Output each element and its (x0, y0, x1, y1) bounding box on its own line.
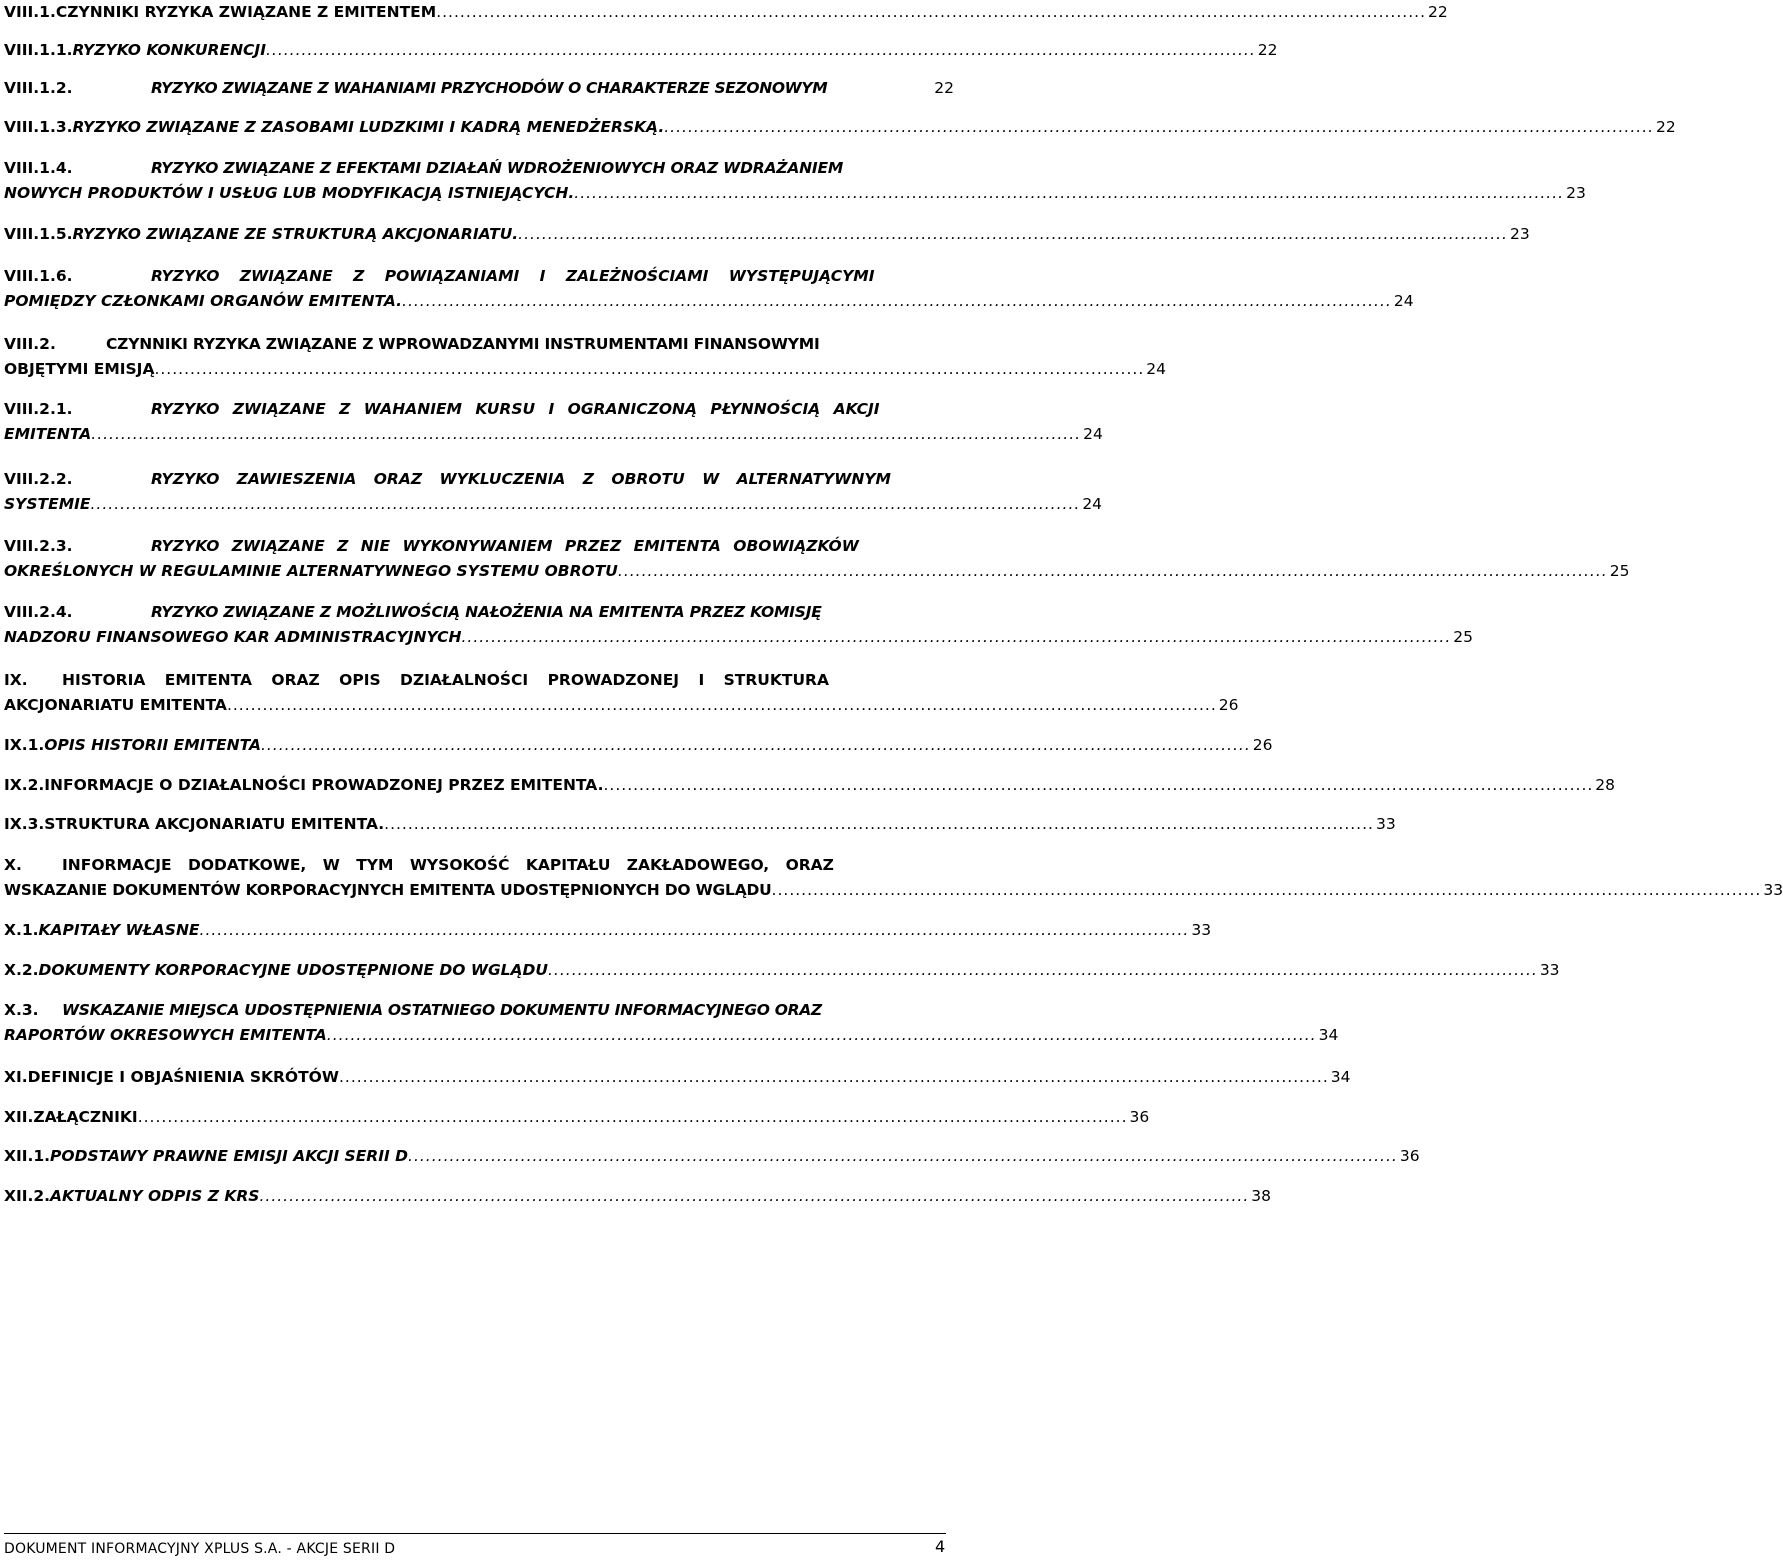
toc-page: 26 (1252, 736, 1273, 754)
toc-number: VIII.2.4. (4, 603, 73, 621)
toc-title: EMITENTA (4, 425, 92, 443)
toc-page: 23 (1509, 225, 1530, 243)
toc-page: 36 (1399, 1147, 1420, 1165)
toc-title: WSKAZANIE DOKUMENTÓW KORPORACYJNYCH EMITENTA UDOSTĘPNIONYCH DO WGLĄDU (4, 881, 772, 899)
toc-entry[interactable] (4, 853, 1783, 903)
toc-title: PODSTAWY PRAWNE EMISJI AKCJI SERII D (50, 1147, 409, 1165)
toc-number: VIII.2. (4, 335, 56, 353)
dot-leader: ....................................................................................................................................................................... (574, 184, 1565, 202)
toc-title: OPIS HISTORII EMITENTA (44, 736, 261, 754)
dot-leader: ....................................................................................................................................................................... (402, 292, 1392, 310)
footer-page-number: 4 (935, 1537, 946, 1556)
toc-title: STRUKTURA AKCJONARIATU EMITENTA. (44, 815, 385, 833)
dot-leader: ....................................................................................................................................................................... (260, 736, 1251, 754)
toc-number: XII.1. (4, 1147, 51, 1165)
toc-title: WSKAZANIE MIEJSCA UDOSTĘPNIENIA OSTATNIEGO DOKUMENTU INFORMACYJNEGO ORAZ (62, 1001, 822, 1019)
dot-leader: ....................................................................................................................................................................... (137, 1108, 1128, 1126)
toc-number: X.1. (4, 921, 39, 939)
toc-entry[interactable] (4, 156, 1586, 206)
toc-page: 33 (1375, 815, 1396, 833)
toc-page: 24 (1393, 292, 1414, 310)
toc-page: 22 (1428, 3, 1448, 21)
toc-entry[interactable] (4, 1065, 1351, 1090)
toc-title: RYZYKO ZWIĄZANE Z EFEKTAMI DZIAŁAŃ WDROŻENIOWYCH ORAZ WDRAŻANIEM (151, 159, 844, 177)
toc-number: XI. (4, 1068, 28, 1086)
toc-page: 24 (1083, 425, 1103, 443)
toc-title: SYSTEMIE (4, 495, 91, 513)
dot-leader: ....................................................................................................................................................................... (90, 495, 1081, 513)
toc-page: 36 (1129, 1108, 1150, 1126)
toc-number: XII.2. (4, 1187, 51, 1205)
toc-number: VIII.1.1. (4, 41, 73, 59)
toc-entry[interactable] (4, 76, 954, 101)
toc-entry[interactable] (4, 773, 1616, 798)
dot-leader: ....................................................................................................................................................................... (259, 1187, 1250, 1205)
toc-title: RYZYKO ZWIĄZANE Z ZASOBAMI LUDZKIMI I KADRĄ MENEDŻERSKĄ. (72, 118, 665, 136)
dot-leader: ....................................................................................................................................................................... (518, 225, 1508, 243)
toc-title: NOWYCH PRODUKTÓW I USŁUG LUB MODYFIKACJĄ ISTNIEJĄCYCH. (4, 184, 575, 202)
toc-page: 33 (1191, 921, 1212, 939)
toc-number: IX. (4, 671, 28, 689)
toc-title: CZYNNIKI RYZYKA ZWIĄZANE Z EMITENTEM (55, 3, 437, 21)
toc-number: X.3. (4, 1001, 39, 1019)
toc-entry[interactable] (4, 264, 1414, 314)
toc-title: OKREŚLONYCH W REGULAMINIE ALTERNATYWNEGO SYSTEMU OBROTU (4, 562, 618, 580)
toc-page: 33 (1539, 961, 1560, 979)
toc-page: 28 (1595, 776, 1616, 794)
toc-number: VIII.1.5. (4, 225, 73, 243)
toc-page: 24 (1082, 495, 1103, 513)
toc-title: RYZYKO ZWIĄZANE Z WAHANIEM KURSU I OGRANICZONĄ PŁYNNOŚCIĄ AKCJI (151, 400, 880, 418)
toc-page: 23 (1566, 184, 1586, 202)
toc-entry[interactable] (4, 812, 1396, 837)
toc-entry[interactable] (4, 1144, 1420, 1169)
footer-divider (4, 1533, 946, 1534)
toc-entry[interactable] (4, 998, 1339, 1048)
toc-entry[interactable] (4, 958, 1560, 983)
toc-title: ZAŁĄCZNIKI (33, 1108, 138, 1126)
toc-page: 38 (1251, 1187, 1272, 1205)
toc-number: VIII.2.2. (4, 470, 73, 488)
toc-title: RYZYKO KONKURENCJI (72, 41, 266, 59)
toc-entry[interactable] (4, 1105, 1150, 1130)
toc-entry[interactable] (4, 115, 1676, 140)
dot-leader: ....................................................................................................................................................................... (548, 961, 1538, 979)
dot-leader: ....................................................................................................................................................................... (603, 776, 1594, 794)
toc-number: VIII.2.3. (4, 537, 73, 555)
toc-title: RYZYKO ZWIĄZANE Z MOŻLIWOŚCIĄ NAŁOŻENIA NA EMITENTA PRZEZ KOMISJĘ (151, 603, 822, 621)
toc-title: HISTORIA EMITENTA ORAZ OPIS DZIAŁALNOŚCI PROWADZONEJ I STRUKTURA (62, 671, 829, 689)
toc-entry[interactable] (4, 668, 1239, 718)
toc-number: VIII.2.1. (4, 400, 73, 418)
toc-title: KAPITAŁY WŁASNE (38, 921, 200, 939)
toc-number: VIII.1.3. (4, 118, 73, 136)
toc-entry[interactable] (4, 534, 1630, 584)
toc-title: CZYNNIKI RYZYKA ZWIĄZANE Z WPROWADZANYMI INSTRUMENTAMI FINANSOWYMI (106, 335, 820, 353)
dot-leader: ....................................................................................................................................................................... (326, 1026, 1317, 1044)
toc-title: RYZYKO ZWIĄZANE ZE STRUKTURĄ AKCJONARIATU. (72, 225, 519, 243)
dot-leader: ....................................................................................................................................................................... (154, 360, 1145, 378)
toc-entry[interactable] (4, 38, 1278, 63)
toc-page: 25 (1453, 628, 1474, 646)
dot-leader: ....................................................................................................................................................................... (199, 921, 1190, 939)
toc-page: 22 (1257, 41, 1278, 59)
toc-number: VIII.1.2. (4, 79, 73, 97)
dot-leader: ....................................................................................................................................................................... (91, 425, 1082, 443)
toc-entry[interactable] (4, 467, 1103, 517)
toc-page: 24 (1146, 360, 1166, 378)
toc-entry[interactable] (4, 0, 1448, 25)
toc-title: NADZORU FINANSOWEGO KAR ADMINISTRACYJNYCH (4, 628, 462, 646)
toc-page: 34 (1318, 1026, 1339, 1044)
toc-page: 22 (934, 79, 954, 97)
toc-number: X.2. (4, 961, 39, 979)
dot-leader: ....................................................................................................................................................................... (664, 118, 1655, 136)
toc-title: DOKUMENTY KORPORACYJNE UDOSTĘPNIONE DO WGLĄDU (38, 961, 548, 979)
toc-number: IX.2. (4, 776, 45, 794)
dot-leader: ....................................................................................................................................................................... (226, 696, 1217, 714)
dot-leader: ....................................................................................................................................................................... (265, 41, 1256, 59)
toc-number: X. (4, 856, 22, 874)
toc-title: RAPORTÓW OKRESOWYCH EMITENTA (4, 1026, 327, 1044)
toc-number: VIII.1. (4, 3, 56, 21)
toc-number: IX.3. (4, 815, 45, 833)
toc-title: POMIĘDZY CZŁONKAMI ORGANÓW EMITENTA. (4, 292, 403, 310)
toc-title: RYZYKO ZWIĄZANE Z NIE WYKONYWANIEM PRZEZ EMITENTA OBOWIĄZKÓW (151, 537, 859, 555)
dot-leader: ....................................................................................................................................................................... (408, 1147, 1398, 1165)
toc-entry[interactable] (4, 600, 1474, 650)
toc-title: INFORMACJE DODATKOWE, W TYM WYSOKOŚĆ KAPITAŁU ZAKŁADOWEGO, ORAZ (62, 856, 834, 874)
toc-page: 33 (1763, 881, 1783, 899)
toc-title: DEFINICJE I OBJAŚNIENIA SKRÓTÓW (27, 1068, 339, 1086)
toc-entry[interactable] (4, 332, 1166, 382)
toc-title: AKCJONARIATU EMITENTA (4, 696, 227, 714)
toc-page: 22 (1656, 118, 1676, 136)
toc-page: 25 (1609, 562, 1630, 580)
toc-entry[interactable] (4, 918, 1212, 943)
toc-number: VIII.1.4. (4, 159, 73, 177)
toc-entry[interactable] (4, 1184, 1272, 1209)
toc-entry[interactable] (4, 397, 1103, 447)
dot-leader: ....................................................................................................................................................................... (384, 815, 1374, 833)
toc-title: RYZYKO ZWIĄZANE Z WAHANIAMI PRZYCHODÓW O CHARAKTERZE SEZONOWYM (151, 79, 828, 97)
dot-leader: ....................................................................................................................................................................... (338, 1068, 1329, 1086)
toc-page: 26 (1218, 696, 1239, 714)
toc-page: 34 (1330, 1068, 1351, 1086)
toc-title: INFORMACJE O DZIAŁALNOŚCI PROWADZONEJ PRZEZ EMITENTA. (44, 776, 604, 794)
dot-leader: ....................................................................................................................................................................... (461, 628, 1452, 646)
toc-entry[interactable] (4, 222, 1530, 247)
toc-number: VIII.1.6. (4, 267, 73, 285)
dot-leader: ....................................................................................................................................................................... (771, 881, 1762, 899)
dot-leader: ....................................................................................................................................................................... (436, 3, 1426, 21)
footer-document-title: DOKUMENT INFORMACYJNY XPLUS S.A. - AKCJE SERII D (4, 1541, 396, 1557)
toc-title: RYZYKO ZAWIESZENIA ORAZ WYKLUCZENIA Z OBROTU W ALTERNATYWNYM (151, 470, 891, 488)
toc-number: XII. (4, 1108, 34, 1126)
toc-title: RYZYKO ZWIĄZANE Z POWIĄZANIAMI I ZALEŻNOŚCIAMI WYSTĘPUJĄCYMI (151, 267, 875, 285)
dot-leader: ....................................................................................................................................................................... (617, 562, 1608, 580)
toc-entry[interactable] (4, 733, 1273, 758)
toc-title: OBJĘTYMI EMISJĄ (4, 360, 155, 378)
toc-number: IX.1. (4, 736, 45, 754)
toc-title: AKTUALNY ODPIS Z KRS (50, 1187, 260, 1205)
